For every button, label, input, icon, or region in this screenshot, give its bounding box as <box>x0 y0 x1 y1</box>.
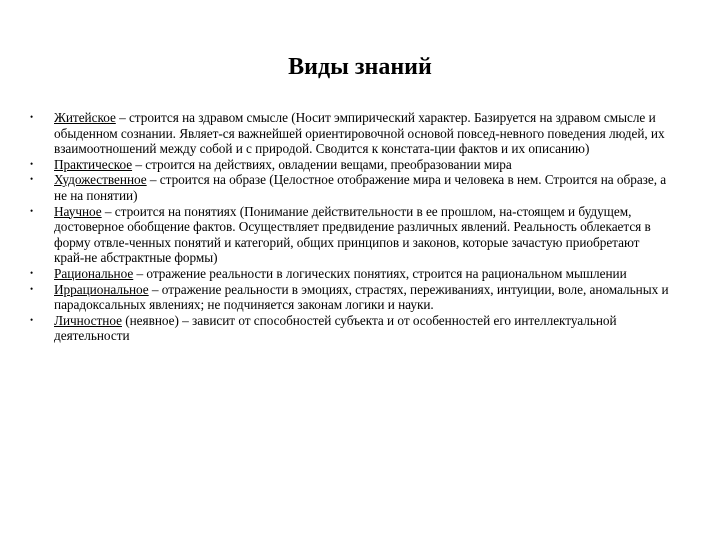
item-term: Рациональное <box>54 265 134 281</box>
item-description: – отражение реальности в эмоциях, страстях, переживаниях, интуиции, воле, аномальных и парадоксальных явлениях; не подчиняется законам логики и науки. <box>54 281 669 313</box>
item-term: Житейское <box>54 110 116 125</box>
knowledge-types-list <box>30 110 670 344</box>
item-term: Художественное <box>54 172 147 188</box>
item-description: – отражение реальности в логических понятиях, строится на рациональном мышлении <box>133 265 627 281</box>
item-description: – строится на действиях, овладении вещами, преобразовании мира <box>132 156 512 172</box>
list-item <box>30 282 670 313</box>
list-item <box>30 313 670 344</box>
bullet-icon: • <box>30 314 34 325</box>
item-description: (неявное) – зависит от способностей субъекта и от особенностей его интеллектуальной деятельности <box>54 312 617 344</box>
item-term: Личностное <box>54 312 122 328</box>
list-item <box>30 110 670 157</box>
bullet-icon: • <box>30 205 34 216</box>
list-item <box>30 157 670 173</box>
list-item <box>30 266 670 282</box>
bullet-icon: • <box>30 158 34 169</box>
bullet-icon: • <box>30 174 34 185</box>
list-item <box>30 172 670 203</box>
slide-title: Виды знаний <box>288 54 432 80</box>
item-description: – строится на здравом смысле (Носит эмпирический характер. Базируется на здравом смысле и обыденном сознании. Являет-ся важнейшей ориентировочной основой повсед-невного поведения людей, их взаимоотношений между собой и с природой. Сводится к констата-ции фактов и их описанию) <box>54 110 665 157</box>
item-description: – строится на образе (Целостное отображение мира и человека в нем. Строится на образе, а не на понятии) <box>54 172 667 203</box>
bullet-icon: • <box>30 112 34 122</box>
bullet-icon: • <box>30 283 34 294</box>
list-item <box>30 204 670 266</box>
bullet-icon: • <box>30 267 34 278</box>
item-term: Научное <box>54 203 102 219</box>
item-term: Иррациональное <box>54 281 149 297</box>
item-description: – строится на понятиях (Понимание действительности в ее прошлом, на-стоящем и будущем, достоверное обобщение фактов. Осуществляет предвидение различных явлений. Реальность облекается в форму отвле-ченных понятий и категорий, общих принципов и законов, которые зачастую приобретают край-не абстрактные формы) <box>54 203 651 266</box>
item-term: Практическое <box>54 156 133 172</box>
